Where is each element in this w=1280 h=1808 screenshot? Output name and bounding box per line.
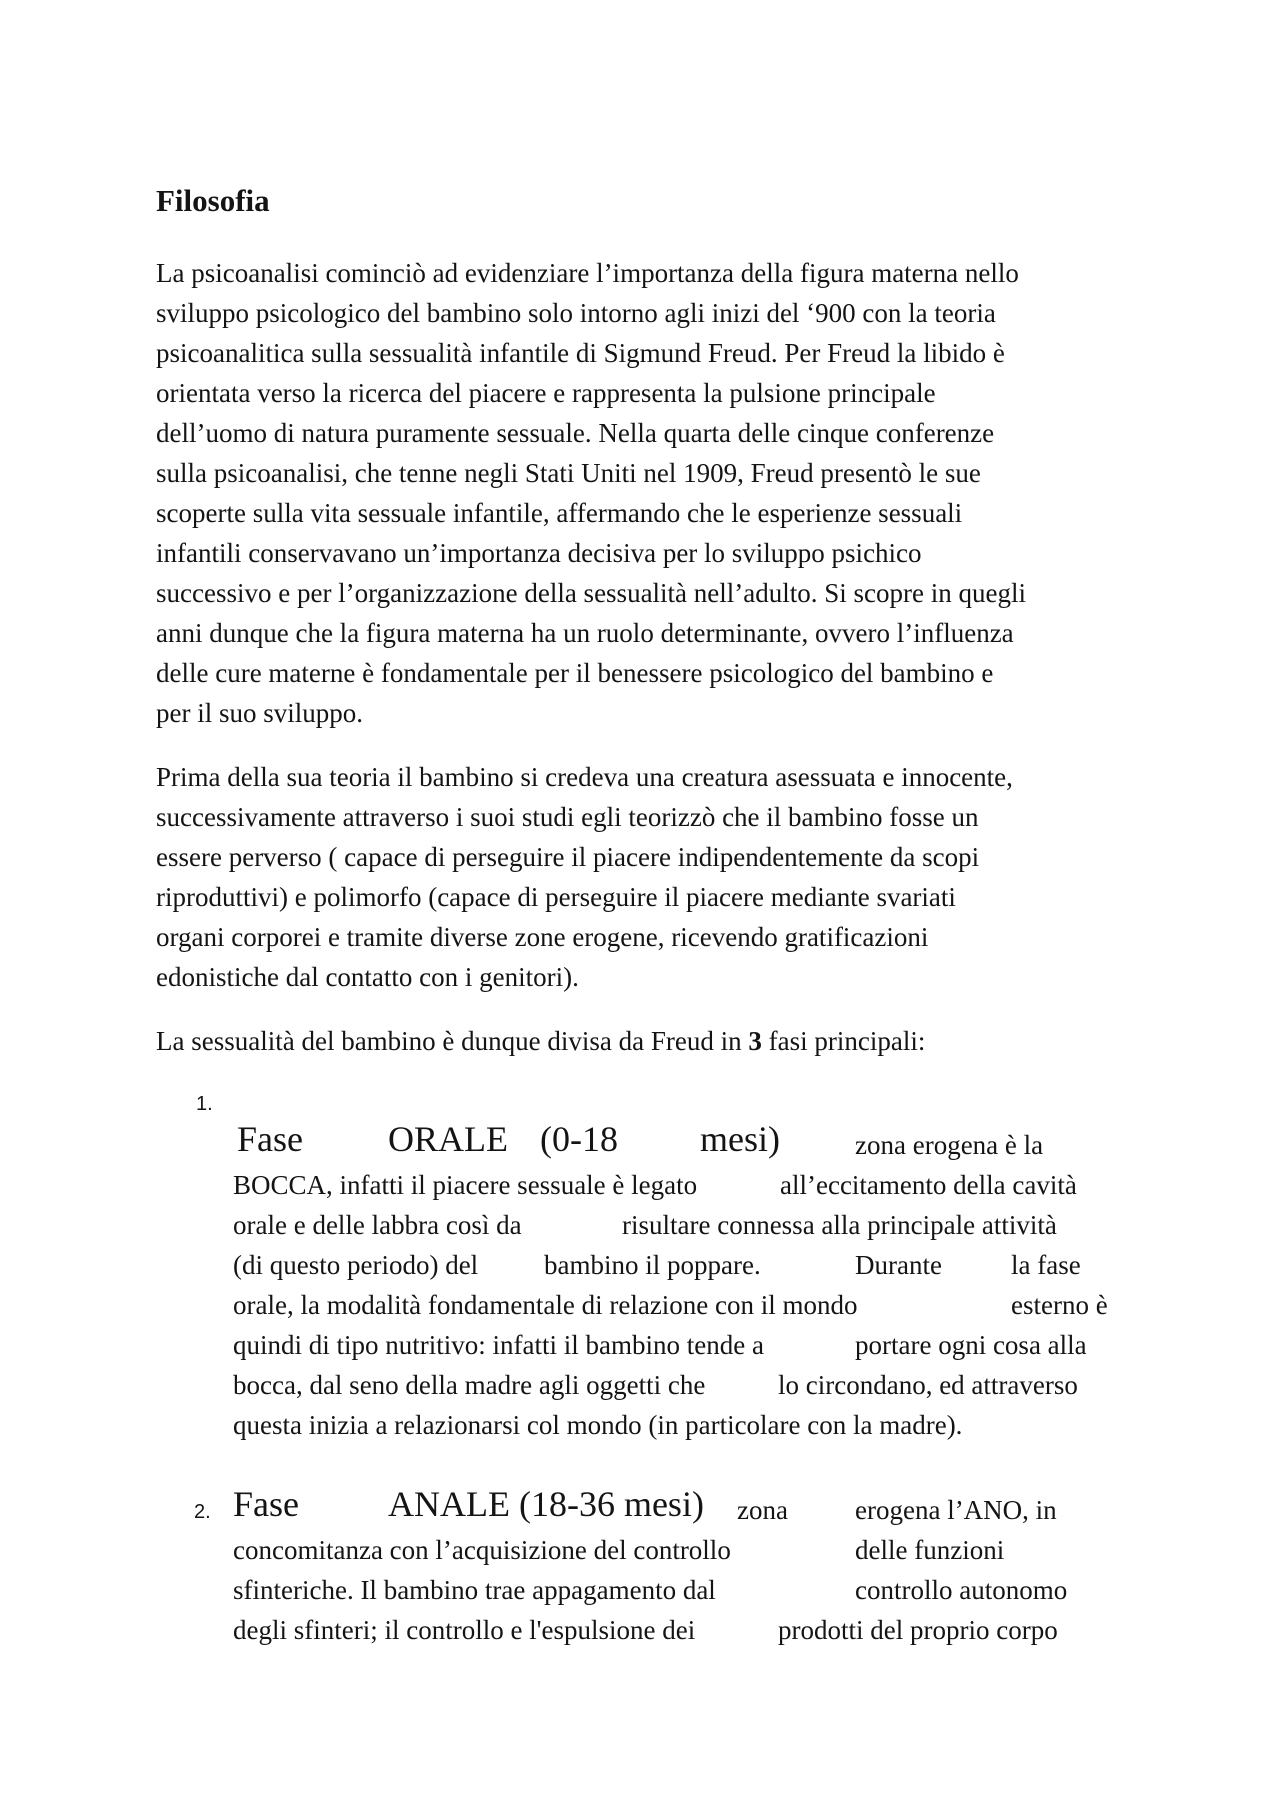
intro-before: La sessualità del bambino è dunque divisa da Freud in (156, 1026, 749, 1056)
heading-tail: zona erogena è la (855, 1130, 1044, 1160)
paragraph-line: La psicoanalisi cominciò ad evidenziare l’importanza della figura materna nello (156, 258, 1019, 288)
heading-word: ORALE (388, 1119, 508, 1159)
paragraph-line: riproduttivi) e polimorfo (capace di perseguire il piacere mediante svariati (156, 882, 956, 912)
item-text: sfinteriche. Il bambino trae appagamento dal (233, 1575, 716, 1605)
heading-word: mesi) (700, 1119, 780, 1159)
paragraph-line: dell’uomo di natura puramente sessuale. Nella quarta delle cinque conferenze (156, 418, 995, 448)
item-text: la fase (1011, 1250, 1081, 1280)
item-text: orale e delle labbra così da (233, 1210, 522, 1240)
item-text: bocca, dal seno della madre agli oggetti che (233, 1370, 706, 1400)
item-text: questa inizia a relazionarsi col mondo (in particolare con la madre). (233, 1410, 963, 1440)
item-text: bambino il poppare. (544, 1250, 761, 1280)
item-text: BOCCA, infatti il piacere sessuale è legato (233, 1170, 698, 1200)
paragraph-line: sulla psicoanalisi, che tenne negli Stati Uniti nel 1909, Freud presentò le sue (156, 458, 981, 488)
paragraph-line: edonistiche dal contatto con i genitori). (156, 962, 579, 992)
item-text: portare ogni cosa alla (855, 1330, 1087, 1360)
paragraph-line: orientata verso la ricerca del piacere e rappresenta la pulsione principale (156, 378, 936, 408)
heading-word: Fase (233, 1484, 299, 1524)
phase-count: 3 (748, 1026, 762, 1056)
intro-line (156, 1021, 1146, 1061)
paragraph-line: successivo e per l’organizzazione della sessualità nell’adulto. Si scopre in quegli (156, 578, 1026, 608)
paragraph-line: psicoanalitica sulla sessualità infantile di Sigmund Freud. Per Freud la libido è (156, 338, 1005, 368)
paragraph-psychoanalysis (156, 253, 1146, 733)
heading-tail: erogena l’ANO, in (855, 1495, 1057, 1525)
list-number: 2. (194, 1501, 211, 1523)
item-text: esterno è (1011, 1290, 1108, 1320)
item-text: degli sfinteri; il controllo e l'espulsione dei (233, 1615, 696, 1645)
paragraph-line: Prima della sua teoria il bambino si credeva una creatura asessuata e innocente, (156, 762, 1013, 792)
paragraph-line: per il suo sviluppo. (156, 698, 363, 728)
item-text: orale, la modalità fondamentale di relazione con il mondo (233, 1290, 858, 1320)
heading-word: Fase (237, 1119, 303, 1159)
list-number: 1. (196, 1093, 213, 1115)
item-text: concomitanza con l’acquisizione del controllo (233, 1535, 731, 1565)
heading-word: (0-18 (540, 1119, 618, 1159)
phases-intro (156, 1021, 1146, 1061)
paragraph-line: infantili conservavano un’importanza decisiva per lo sviluppo psichico (156, 538, 922, 568)
item-text: controllo autonomo (855, 1575, 1068, 1605)
heading-word: ANALE (18-36 mesi) (388, 1484, 704, 1524)
item-text: prodotti del proprio corpo (778, 1615, 1058, 1645)
item-text: risultare connessa alla principale attività (622, 1210, 1057, 1240)
heading-word: zona (737, 1495, 788, 1525)
paragraph-line: organi corporei e tramite diverse zone erogene, ricevendo gratificazioni (156, 922, 929, 952)
paragraph-line: anni dunque che la figura materna ha un ruolo determinante, ovvero l’influenza (156, 618, 1014, 648)
paragraph-theory (156, 757, 1146, 997)
item-text: all’eccitamento della cavità (780, 1170, 1077, 1200)
intro-after: fasi principali: (761, 1026, 926, 1056)
item-text: (di questo periodo) del (233, 1250, 479, 1280)
paragraph-line: essere perverso ( capace di perseguire il piacere indipendentemente da scopi (156, 842, 980, 872)
paragraph-line: delle cure materne è fondamentale per il benessere psicologico del bambino e (156, 658, 994, 688)
item-text: delle funzioni (855, 1535, 1005, 1565)
item-text: lo circondano, ed attraverso (778, 1370, 1078, 1400)
paragraph-line: scoperte sulla vita sessuale infantile, affermando che le esperienze sessuali (156, 498, 963, 528)
document-title: Filosofia (156, 183, 270, 218)
item-text: quindi di tipo nutritivo: infatti il bambino tende a (233, 1330, 764, 1360)
paragraph-line: sviluppo psicologico del bambino solo intorno agli inizi del ‘900 con la teoria (156, 298, 996, 328)
paragraph-line: successivamente attraverso i suoi studi egli teorizzò che il bambino fosse un (156, 802, 979, 832)
item-text: Durante (855, 1250, 942, 1280)
